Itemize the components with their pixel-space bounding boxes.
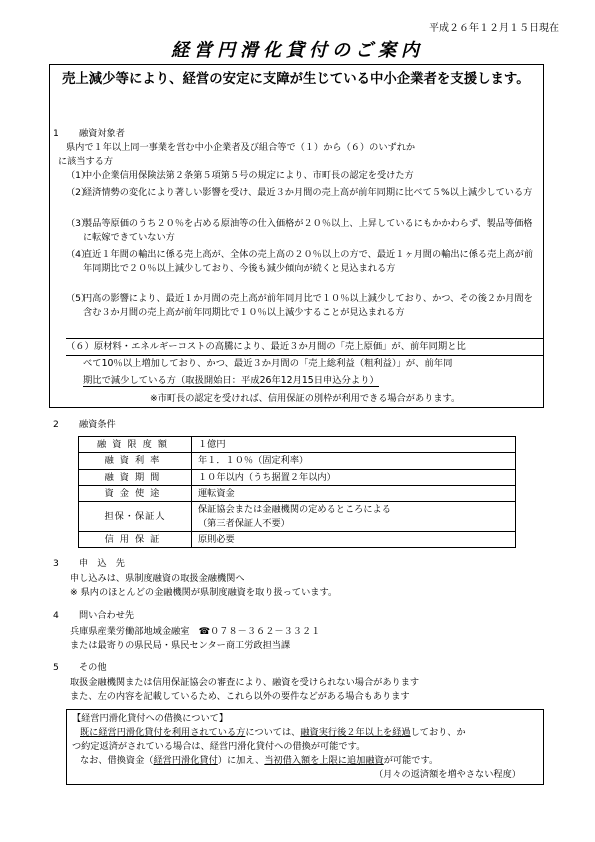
item-label: （６） (66, 341, 94, 352)
section-3-heading (53, 557, 125, 570)
s3-line1: 申し込みは、県制度融資の取扱金融機関へ (70, 573, 245, 584)
note-title: 【経営円滑化貸付への借換について】 (72, 713, 229, 724)
term-value: 運転資金 (192, 486, 516, 502)
s3-line2: ※ 県内のほとんどの金融機関が県制度融資を取り扱っています。 (70, 587, 338, 598)
item-label: （4） (66, 249, 91, 260)
item-text: 円高の影響により、最近１か月間の売上高が前年同月比で１０％以上減少しており、かつ、その後２か月間を含む３か月間の売上高が前年同期比で１０％以上減少することが見込まれる方 (83, 293, 533, 318)
term-value: １０年以内（うち据置２年以内） (192, 469, 516, 485)
s5-line1: 取扱金融機関または信用保証協会の審査により、融資を受けられない場合があります (70, 677, 420, 688)
s1-intro-line1: 県内で１年以上同一事業を営む中小企業者及び組合等で（１）から（６）のいずれか (66, 142, 416, 153)
item-label: （1） (66, 170, 91, 181)
section-5-heading (53, 661, 107, 674)
table-row (79, 532, 516, 548)
table-row (79, 453, 516, 469)
term-key: 融資利率 (79, 453, 192, 469)
note-line3 (80, 754, 438, 767)
s4-alt-contact: または最寄りの県民局・県民センター商工労政担当課 (70, 640, 291, 651)
as-of-date: 平成２６年１２月１５日現在 (429, 23, 559, 34)
note-line3-e: が可能です。 (383, 755, 439, 766)
note-line1-d: しており、か (410, 727, 466, 738)
term-value-line2: （第三者保証人不要） (198, 517, 290, 529)
term-key: 信用保証 (79, 532, 192, 548)
item-label: （2） (66, 187, 91, 198)
item-text: 製品等原価のうち２０％を占める原油等の仕入価格が２０％以上、上昇しているにもかかわらず、製品等価格に転嫁できていない方 (83, 218, 533, 243)
section-title: 融資対象者 (79, 128, 125, 139)
table-row (79, 469, 516, 485)
item-label: （5） (66, 293, 91, 304)
section-1-heading (53, 127, 125, 140)
section-4-heading (53, 609, 134, 622)
eligibility-item-5 (66, 292, 536, 319)
item6-line3: 期比で減少している方（取扱開始日：平成26年12月15日申込分より） (83, 374, 379, 386)
lead-text: 売上減少等により、経営の安定に支障が生じている中小企業者を支援します。 (62, 72, 530, 87)
item6-line1: 原材料・エネルギーコストの高騰により、最近３か月間の「売上原価」が、前年同期と比 (93, 341, 466, 352)
note-line2: つ約定返済がされている場合は、経営円滑化貸付への借換が可能です。 (72, 741, 366, 752)
eligibility-item-2 (66, 186, 536, 200)
item-text: 中小企業信用保険法第２条第５項第５号の規定により、市町長の認定を受けた方 (83, 170, 414, 182)
term-key: 融資期間 (79, 469, 192, 485)
term-value: 原則必要 (192, 532, 516, 548)
page-title: 経営円滑化貸付のご案内 (171, 40, 424, 61)
s4-contact: 兵庫県産業労働部地域金融室 ☎０７８－３６２－３３２１ (70, 626, 321, 637)
section-title: その他 (79, 662, 107, 673)
note-line1-c: 融資実行後２年以上を経過 (300, 727, 411, 738)
note-line3-b: 経営円滑化貸付 (153, 755, 218, 766)
eligibility-item-6 (66, 338, 544, 389)
term-key: 資金使途 (79, 486, 192, 502)
note-line3-c: ）に加え、 (217, 755, 265, 766)
section-number: 2 (53, 419, 59, 430)
s1-note: ※市町長の認定を受ければ、信用保証の別枠が利用できる場合があります。 (150, 393, 461, 404)
section-number: 3 (53, 558, 59, 569)
term-key: 担保・保証人 (79, 502, 192, 532)
eligibility-item-1 (66, 169, 536, 183)
term-value: 年１．１０％（固定利率） (192, 453, 516, 469)
term-key: 融資限度額 (79, 437, 192, 453)
s1-intro-line2: に該当する方 (58, 156, 114, 167)
section-number: 1 (53, 128, 59, 139)
term-value (192, 502, 516, 532)
s5-line2: また、左の内容を記載しているため、これら以外の要件などがある場合もあります (70, 691, 410, 702)
table-row (79, 486, 516, 502)
section-number: 4 (53, 610, 59, 621)
note-line3-d: 当初借入額を上限に追加融資 (264, 755, 384, 766)
note-line3-a: なお、借換資金（ (80, 755, 154, 766)
eligibility-item-4 (66, 248, 536, 275)
item-label: （3） (66, 218, 91, 229)
term-value-line1: 保証協会または金融機関の定めるところによる (198, 504, 391, 516)
term-value: １億円 (192, 437, 516, 453)
note-line1-a: 既に経営円滑化貸付を利用されている方 (80, 727, 246, 738)
note-line1-b: については、 (245, 727, 301, 738)
item-text: 経済情勢の変化により著しい影響を受け、最近３か月間の売上高が前年同期に比べて５%以上減少している方 (83, 187, 533, 199)
eligibility-item-3 (66, 217, 536, 244)
section-title: 融資条件 (79, 419, 116, 430)
table-row (79, 502, 516, 532)
table-row (79, 437, 516, 453)
note-line4: （月々の返済額を増やさない程度） (374, 769, 521, 780)
section-2-heading (53, 418, 116, 431)
section-title: 問い合わせ先 (79, 610, 135, 621)
loan-terms-table (78, 436, 516, 548)
section-number: 5 (53, 662, 59, 673)
note-line1 (80, 726, 542, 739)
item6-line2: べて10％以上増加しており、かつ、最近３か月間の「売上総利益（粗利益）」が、前年同 (83, 358, 453, 370)
item-text: 直近１年間の輸出に係る売上高が、全体の売上高の２０％以上の方で、最近１ヶ月間の輸出に係る売上高が前年同期比で２０％以上減少しており、今後も減少傾向が続くと見込まれる方 (83, 249, 534, 274)
section-title: 申 込 先 (79, 558, 125, 569)
